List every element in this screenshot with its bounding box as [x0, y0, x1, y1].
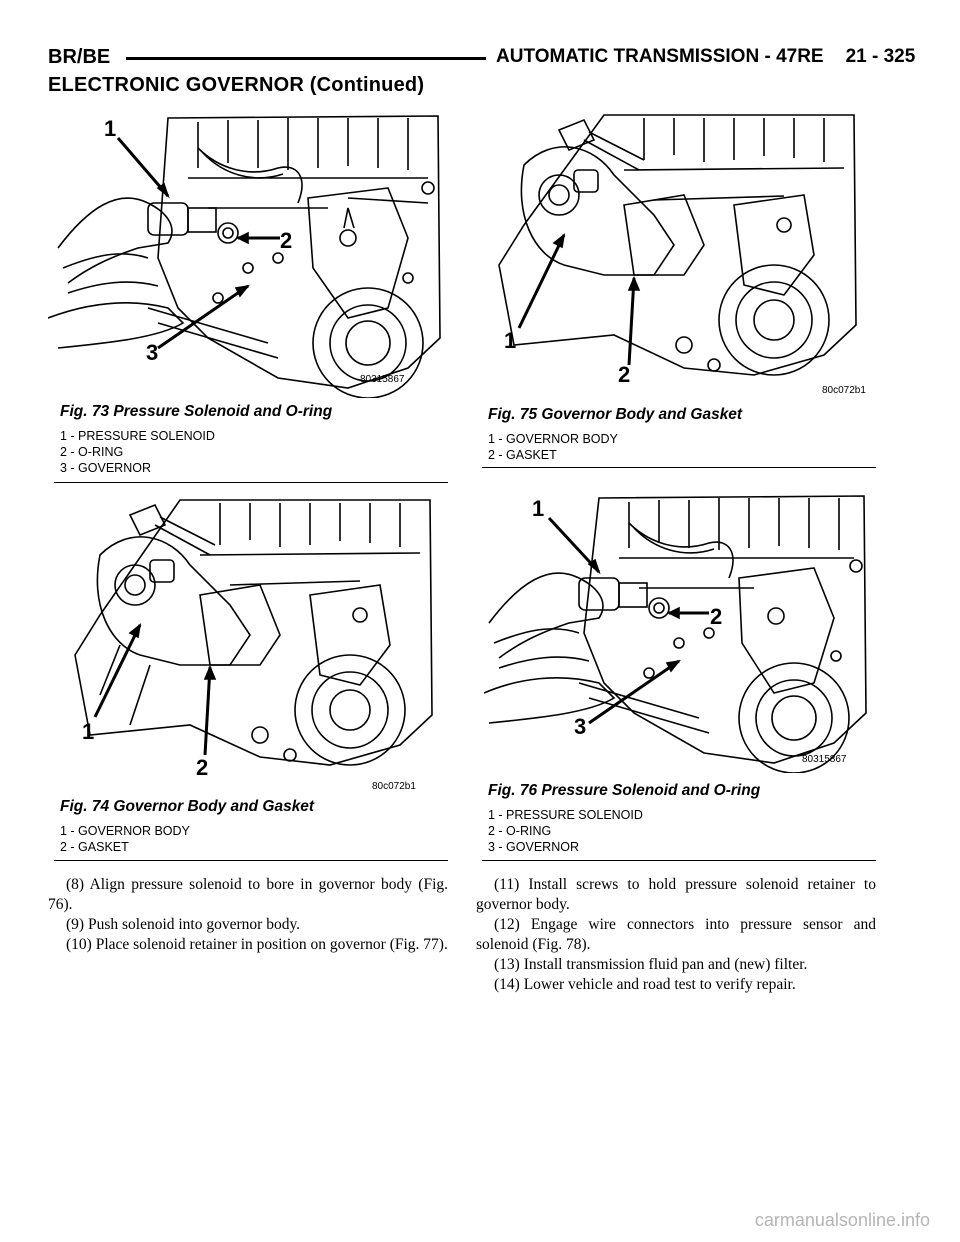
fig75-code: 80c072b1 — [822, 385, 866, 396]
fig76-callout-3: 3 — [574, 714, 587, 739]
step-13: (13) Install transmission fluid pan and (new) filter. — [494, 956, 808, 973]
fig75-callout-1: 1 — [504, 328, 517, 353]
header-title — [496, 46, 915, 68]
step-12: (12) Engage wire connectors into pressure sensor and solenoid (Fig. 78). — [476, 916, 876, 953]
fig76-callout-1: 1 — [532, 496, 545, 521]
fig75-legend-item: 1 - GOVERNOR BODY — [488, 432, 618, 446]
fig76-legend — [488, 807, 643, 855]
watermark: carmanualsonline.info — [754, 1210, 930, 1230]
fig76-legend-item: 1 - PRESSURE SOLENOID — [488, 808, 643, 822]
fig73-caption: Fig. 73 Pressure Solenoid and O-ring — [60, 403, 333, 420]
procedure-steps-right — [476, 875, 876, 995]
fig75-rule — [482, 467, 876, 468]
fig76-rule — [482, 860, 876, 861]
fig75-caption: Fig. 75 Governor Body and Gasket — [488, 406, 743, 423]
fig73-callout-3: 3 — [146, 340, 159, 365]
fig73-callout-2: 2 — [280, 228, 293, 253]
fig76-illustration — [484, 488, 874, 773]
procedure-steps-left — [48, 875, 448, 955]
fig73-legend-item: 1 - PRESSURE SOLENOID — [60, 429, 215, 443]
fig76-legend-item: 3 - GOVERNOR — [488, 840, 579, 854]
header-section-code: BR/BE — [48, 46, 111, 68]
step-14: (14) Lower vehicle and road test to verify repair. — [494, 976, 796, 993]
fig73-rule — [54, 482, 448, 483]
fig73-callout-1: 1 — [104, 116, 117, 141]
fig73-legend-item: 3 - GOVERNOR — [60, 461, 151, 475]
fig75-legend-item: 2 - GASKET — [488, 448, 557, 462]
section-title: ELECTRONIC GOVERNOR (Continued) — [48, 74, 425, 96]
fig74-illustration — [60, 495, 450, 785]
fig75-illustration — [484, 110, 874, 395]
header-chapter: AUTOMATIC TRANSMISSION - 47RE — [496, 46, 824, 67]
fig76-code: 80315867 — [802, 754, 847, 765]
header-rule — [126, 57, 486, 60]
fig76-caption: Fig. 76 Pressure Solenoid and O-ring — [488, 782, 761, 799]
fig74-callout-1: 1 — [82, 719, 95, 744]
fig74-caption: Fig. 74 Governor Body and Gasket — [60, 798, 315, 815]
step-10: (10) Place solenoid retainer in position on governor (Fig. 77). — [66, 936, 448, 953]
fig75-callout-2: 2 — [618, 362, 631, 387]
fig73-legend — [60, 428, 215, 476]
fig73-code: 80315867 — [360, 374, 405, 385]
fig74-rule — [54, 860, 448, 861]
fig74-legend-item: 2 - GASKET — [60, 840, 129, 854]
fig74-code: 80c072b1 — [372, 781, 416, 792]
fig73-illustration — [48, 108, 448, 398]
fig74-legend-item: 1 - GOVERNOR BODY — [60, 824, 190, 838]
fig76-legend-item: 2 - O-RING — [488, 824, 552, 838]
fig76-callout-2: 2 — [710, 604, 723, 629]
fig74-legend — [60, 823, 190, 855]
page-number: 21 - 325 — [845, 46, 916, 67]
fig73-legend-item: 2 - O-RING — [60, 445, 124, 459]
fig75-legend — [488, 431, 618, 463]
step-11: (11) Install screws to hold pressure solenoid retainer to governor body. — [476, 876, 876, 913]
step-9: (9) Push solenoid into governor body. — [66, 916, 301, 933]
step-8: (8) Align pressure solenoid to bore in governor body (Fig. 76). — [48, 876, 448, 913]
fig74-callout-2: 2 — [196, 755, 209, 780]
